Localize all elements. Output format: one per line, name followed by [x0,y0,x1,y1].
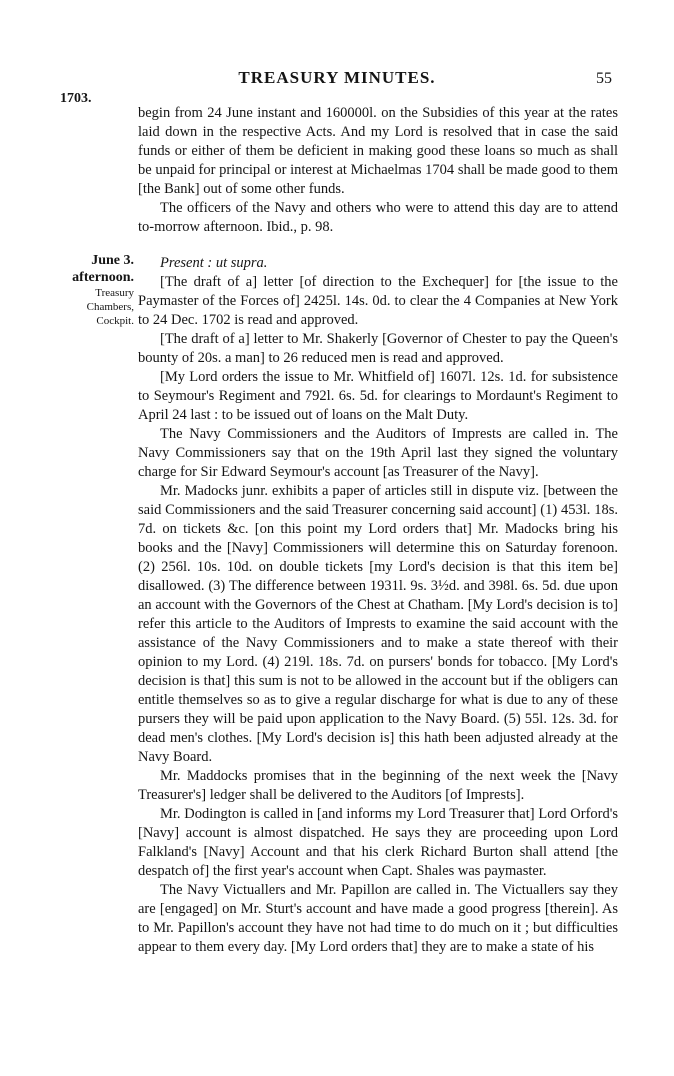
present-line: Present : ut supra. [160,255,268,271]
paragraph: The Navy Commissioners and the Auditors of Imprests are called in. The Navy Commissioners say that on the 19th April last they signed the voluntary charge for Sir Edward Seymour's account [as Treasurer of the Navy]. [138,426,618,480]
paragraph: Mr. Maddocks promises that in the beginning of the next week the [Navy Treasurer's] ledger shall be delivered to the Auditors [of Imprests]. [138,768,618,803]
paragraph: [The draft of a] letter [of direction to the Exchequer] for [the issue to the Paymaster of the Forces of] 2425l. 14s. 0d. to clear the 4 Companies at New York to 24 Dec. 1702 is read and approved. [138,274,618,328]
paragraph: begin from 24 June instant and 160000l. on the Subsidies of this year at the rates laid down in the respective Acts. And my Lord is resolved that in case the said funds or either of them be deficient in making good these loans so much as shall be unpaid for principal or interest at Michaelmas 1704 shall be made good to them [the Bank] out of some other funds. [138,105,618,197]
paragraph: The Navy Victuallers and Mr. Papillon are called in. The Victuallers say they are [engaged] on Mr. Sturt's account and have made a good progress [therein]. As to Mr. Papillon's account they have not had time to do much on it ; but difficulties appear to them every day. [My Lord orders that] they are to make a state of his [138,882,618,955]
paragraph: The officers of the Navy and others who were to attend this day are to attend to-morrow afternoon. Ibid., p. 98. [138,200,618,235]
margin-place-line: Chambers, [86,301,134,313]
paragraph: Mr. Madocks junr. exhibits a paper of articles still in dispute viz. [between the said Commissioners and the said Treasurer concerning said account] (1) 453l. 18s. 7d. on tickets &c. [on this point my Lord orders that] Mr. Madocks bring his books and the [Navy] Commissioners will determine this on Saturday forenoon. (2) 256l. 10s. 10d. on double tickets [my Lord's decision is that this item be] disallowed. (3) The difference between 1931l. 9s. 3½d. and 398l. 6s. 5d. due upon an account with the Governors of the Chest at Chatham. [My Lord's decision is to] refer this article to the Auditors of Imprests to examine the said account with the assistance of the Navy Commissioners and to make a state thereof with their opinion to my Lord. (4) 219l. 18s. 7d. on pursers' bonds for tobacco. [My Lord's decision is that] this sum is not to be allowed in the account but if the obligers can entitle themselves so as to give a regular discharge for what is due to any of these pursers they will be paid upon application to the Navy Board. (5) 55l. 12s. 3d. for dead men's clothes. [My Lord's decision is] this hath been adjusted already at the Navy Board. [138,483,618,765]
main-text [138,104,618,957]
margin-time: afternoon. [72,270,134,285]
margin-note [52,252,134,328]
paragraph: [The draft of a] letter to Mr. Shakerly [Governor of Chester to pay the Queen's bounty of 20s. a man] to 26 reduced men is read and approved. [138,331,618,366]
paragraph: Mr. Dodington is called in [and informs my Lord Treasurer that] Lord Orford's [Navy] account is almost dispatched. He says they are proceeding upon Lord Falkland's [Navy] Account and that his clerk Richard Burton shall attend [the despatch of] the first year's account when Capt. Shales was paymaster. [138,806,618,879]
paragraph: [My Lord orders the issue to Mr. Whitfield of] 1607l. 12s. 1d. for subsistence to Seymour's Regiment and 792l. 6s. 5d. for clearings to Mordaunt's Regiment to April 24 last : to be issued out of loans on the Malt Duty. [138,369,618,423]
margin-year: 1703. [60,91,92,106]
running-header: TREASURY MINUTES. [238,68,436,87]
margin-date: June 3. [91,253,134,268]
page-number: 55 [596,70,612,87]
margin-place-line: Cockpit. [96,315,134,327]
margin-place-line: Treasury [95,287,134,299]
